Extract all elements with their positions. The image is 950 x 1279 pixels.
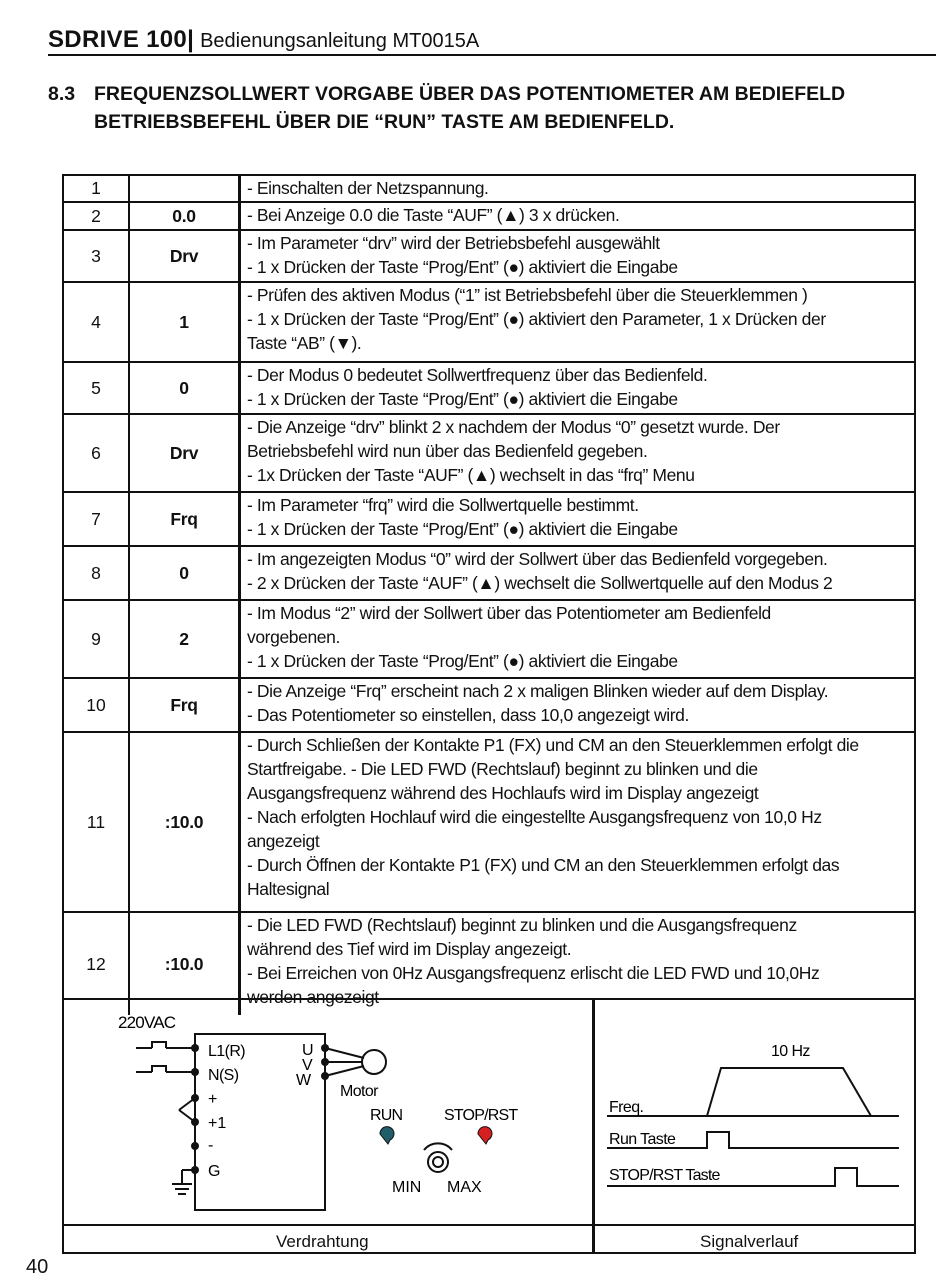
step-line: - 1 x Drücken der Taste “Prog/Ent” (●) aktiviert die Eingabe [247,651,678,671]
display-value: 0.0 [129,202,240,230]
step-description [240,732,915,912]
supply-label: 220VAC [118,1013,176,1032]
step-number: 11 [64,732,129,912]
table-row [64,176,914,202]
step-description [240,414,915,492]
run-key-icon [380,1127,394,1144]
step-text [247,601,914,676]
step-text [247,415,914,490]
step-text [247,733,914,910]
out-u-label: U [302,1042,314,1059]
table-row [64,282,914,362]
step-line: - 2 x Drücken der Taste “AUF” (▲) wechselt die Sollwertquelle auf den Modus 2 [247,573,833,593]
step-number: 8 [64,546,129,600]
step-line: - Bei Erreichen von 0Hz Ausgangsfrequenz erlischt die LED FWD und 10,0Hz [247,963,820,983]
motor-wiring [325,1048,386,1076]
step-description [240,492,915,546]
step-line: - Im Modus “2” wird der Sollwert über das Potentiometer am Bedienfeld [247,603,771,623]
max-label: MAX [447,1179,482,1196]
step-text [247,679,914,730]
step-text [247,231,914,280]
hz-label: 10 Hz [771,1043,810,1060]
out-w-label: W [296,1072,312,1089]
out-v-label: V [302,1057,313,1074]
display-value [129,176,240,202]
section-number: 8.3 [48,83,76,105]
step-description [240,362,915,414]
display-value: Drv [129,230,240,282]
step-description [240,230,915,282]
step-line: - 1 x Drücken der Taste “Prog/Ent” (●) aktiviert die Eingabe [247,389,678,409]
display-value: 1 [129,282,240,362]
min-label: MIN [392,1179,422,1196]
step-description [240,546,915,600]
display-value: 0 [129,362,240,414]
step-description [240,282,915,362]
display-value: 2 [129,600,240,678]
step-text [247,176,914,200]
section-title-line1: FREQUENZSOLLWERT VORGABE ÜBER DAS POTENTIOMETER AM BEDIEFELD [94,83,846,105]
table-row [64,230,914,282]
table-row [64,202,914,230]
step-line: - Im Parameter “frq” wird die Sollwertquelle bestimmt. [247,495,639,515]
step-number: 3 [64,230,129,282]
step-line: - Durch Schließen der Kontakte P1 (FX) und CM an den Steuerklemmen erfolgt die [247,735,859,755]
step-line: Startfreigabe. - Die LED FWD (Rechtslauf) beginnt zu blinken und die [247,759,758,779]
step-line: vorgebenen. [247,627,340,647]
display-value: :10.0 [129,912,240,1015]
step-line: - 1 x Drücken der Taste “Prog/Ent” (●) aktiviert die Eingabe [247,519,678,539]
step-description [240,202,915,230]
step-description [240,678,915,732]
step-number: 10 [64,678,129,732]
manual-title: Bedienungsanleitung MT0015A [200,30,480,52]
step-text [247,363,914,412]
term-l1-label: L1(R) [208,1043,246,1060]
term-g-label: G [208,1163,221,1180]
steps-table [62,174,916,1007]
table-row [64,546,914,600]
stop-key-icon [478,1127,492,1144]
display-value: Frq [129,678,240,732]
page-header [48,26,936,56]
step-line: während des Tief wird im Display angezeigt. [247,939,572,959]
section-heading [48,80,938,136]
step-line: - Der Modus 0 bedeutet Sollwertfrequenz über das Bedienfeld. [247,365,708,385]
step-description [240,176,915,202]
table-row [64,492,914,546]
motor-label: Motor [340,1083,378,1100]
step-line: - 1x Drücken der Taste “AUF” (▲) wechselt in das “frq” Menu [247,465,695,485]
freq-curve [707,1068,871,1116]
step-line: - Nach erfolgten Hochlauf wird die eingestellte Ausgangsfrequenz von 10,0 Hz [247,807,822,827]
caption-rule [64,1224,914,1226]
step-number: 6 [64,414,129,492]
step-line: - Im angezeigten Modus “0” wird der Sollwert über das Bedienfeld vorgegeben. [247,549,828,569]
step-number: 7 [64,492,129,546]
diagram-panel [62,998,916,1254]
step-text [247,547,914,598]
steps-table-body [64,176,914,1015]
step-line: - Prüfen des aktiven Modus (“1” ist Betriebsbefehl über die Steuerklemmen ) [247,285,808,305]
table-row [64,678,914,732]
term-plus-label: + [208,1091,218,1108]
step-line: - Einschalten der Netzspannung. [247,178,489,198]
stop-label: STOP/RST [444,1107,518,1124]
step-text [247,283,914,360]
wiring-caption: Verdrahtung [276,1232,369,1251]
step-number: 1 [64,176,129,202]
term-minus-label: - [208,1137,214,1154]
step-line: - Im Parameter “drv” wird der Betriebsbefehl ausgewählt [247,233,660,253]
step-number: 5 [64,362,129,414]
run-label: RUN [370,1107,403,1124]
potentiometer-icon [424,1143,452,1172]
term-plus1-label: +1 [208,1115,227,1132]
step-line: - 1 x Drücken der Taste “Prog/Ent” (●) aktiviert die Eingabe [247,257,678,277]
step-line: Ausgangsfrequenz während des Hochlaufs wird im Display angezeigt [247,783,759,803]
table-row [64,362,914,414]
term-n-label: N(S) [208,1067,239,1084]
table-row [64,414,914,492]
step-line: werden angezeigt [247,987,379,1007]
page-number: 40 [26,1256,49,1278]
step-line: Haltesignal [247,879,330,899]
step-number: 4 [64,282,129,362]
display-value: Drv [129,414,240,492]
step-text [247,203,914,228]
section-title-line2: BETRIEBSBEFEHL ÜBER DIE “RUN” TASTE AM BEDIENFELD. [94,111,675,133]
freq-label: Freq. [609,1099,644,1116]
step-line: Taste “AB” (▼). [247,333,362,353]
table-row [64,732,914,912]
table-row [64,600,914,678]
run-key-label: Run Taste [609,1131,676,1148]
step-number: 2 [64,202,129,230]
step-line: angezeigt [247,831,320,851]
display-value: :10.0 [129,732,240,912]
step-text [247,493,914,544]
step-line: - Bei Anzeige 0.0 die Taste “AUF” (▲) 3 x drücken. [247,205,620,225]
step-number: 12 [64,912,129,1015]
step-line: - Die Anzeige “Frq” erscheint nach 2 x maligen Blinken wieder auf dem Display. [247,681,829,701]
display-value: Frq [129,492,240,546]
wiring-diagram [64,1000,592,1224]
step-number: 9 [64,600,129,678]
signal-caption: Signalverlauf [700,1232,799,1251]
step-line: - Durch Öffnen der Kontakte P1 (FX) und CM an den Steuerklemmen erfolgt das [247,855,840,875]
mains-switches [136,1042,195,1072]
step-description [240,600,915,678]
product-name: SDRIVE 100| [48,26,195,53]
signal-diagram [595,1000,913,1224]
step-line: - Die Anzeige “drv” blinkt 2 x nachdem der Modus “0” gesetzt wurde. Der [247,417,780,437]
display-value: 0 [129,546,240,600]
step-line: - Das Potentiometer so einstellen, dass 10,0 angezeigt wird. [247,705,689,725]
step-line: - Die LED FWD (Rechtslauf) beginnt zu blinken und die Ausgangsfrequenz [247,915,797,935]
stop-key-label: STOP/RST Taste [609,1167,720,1184]
step-line: Betriebsbefehl wird nun über das Bedienfeld gegeben. [247,441,648,461]
step-line: - 1 x Drücken der Taste “Prog/Ent” (●) aktiviert den Parameter, 1 x Drücken der [247,309,826,329]
